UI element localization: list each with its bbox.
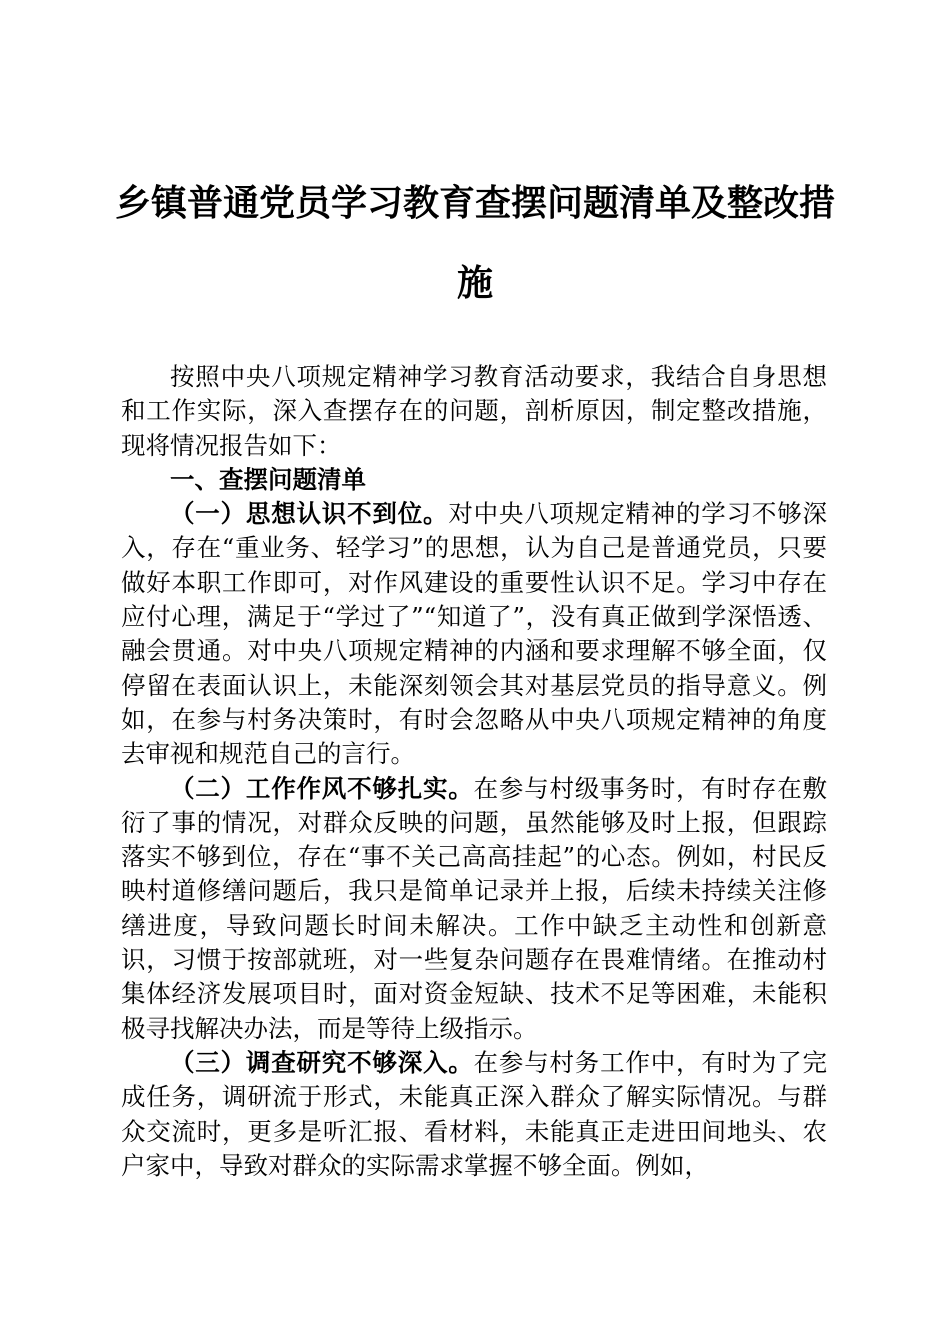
item-text: 对中央八项规定精神的学习不够深入，存在“重业务、轻学习”的思想，认为自己是普通党员，只要做好本职工作即可，对作风建设的重要性认识不足。学习中存在应付心理，满足于“学过了”“知道了”，没有真正做到学深悟透、融会贯通。对中央八项规定精神的内涵和要求理解不够全面，仅停留在表面认识上，未能深刻领会其对基层党员的指导意义。例如，在参与村务决策时，有时会忽略从中央八项规定精神的角度去审视和规范自己的言行。 [121, 499, 828, 769]
item-heading: （二）工作作风不够扎实。 [170, 773, 474, 803]
item-text: 在参与村务工作中，有时为了完成任务，调研流于形式，未能真正深入群众了解实际情况。与群众交流时，更多是听汇报、看材料，未能真正走进田间地头、农户家中，导致对群众的实际需求掌握不够全面。例如， [121, 1047, 828, 1180]
section-heading: 一、查摆问题清单 [170, 464, 366, 494]
item-paragraph-3 [121, 1046, 827, 1183]
item-paragraph-1 [121, 497, 827, 771]
document-title: 乡镇普通党员学习教育查摆问题清单及整改措施 [115, 182, 836, 304]
item-heading: （一）思想认识不到位。 [170, 499, 449, 529]
intro-paragraph: 按照中央八项规定精神学习教育活动要求，我结合自身思想和工作实际，深入查摆存在的问题，剖析原因，制定整改措施，现将情况报告如下： [121, 362, 827, 460]
item-text: 在参与村级事务时，有时存在敷衍了事的情况，对群众反映的问题，虽然能够及时上报，但跟踪落实不够到位，存在“事不关己高高挂起”的心态。例如，村民反映村道修缮问题后，我只是简单记录并上报，后续未持续关注修缮进度，导致问题长时间未解决。工作中缺乏主动性和创新意识，习惯于按部就班，对一些复杂问题存在畏难情绪。在推动村集体经济发展项目时，面对资金短缺、技术不足等困难，未能积极寻找解决办法，而是等待上级指示。 [121, 773, 828, 1043]
item-paragraph-2 [121, 772, 827, 1046]
document-body [121, 360, 827, 1183]
item-heading: （三）调查研究不够深入。 [170, 1047, 474, 1077]
